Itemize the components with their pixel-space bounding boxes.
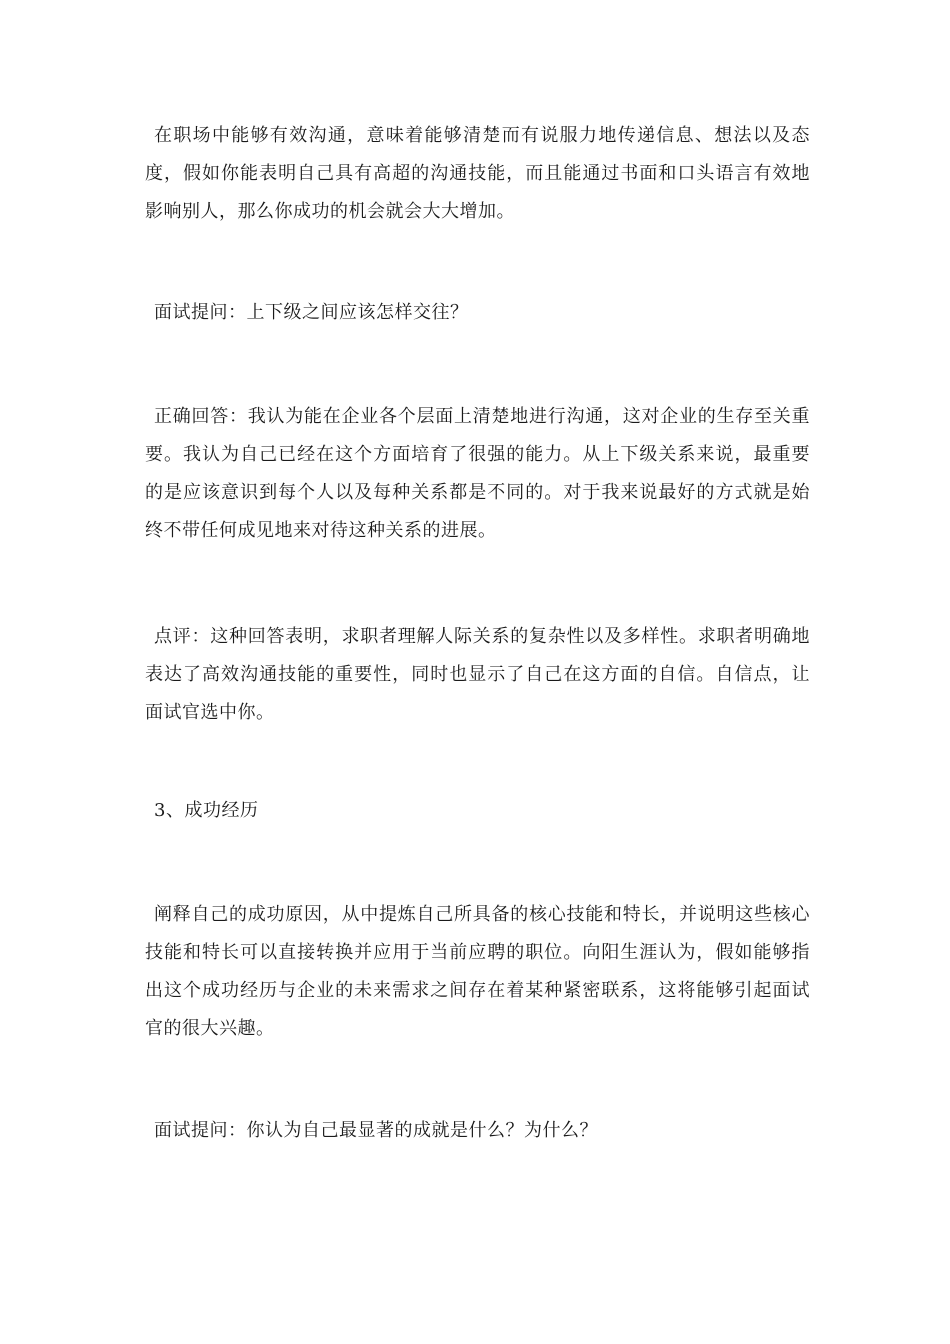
interview-question-achievement: 面试提问：你认为自己最显著的成就是什么？为什么？ [154,1120,598,1141]
paragraph-success-reasons: 阐释自己的成功原因，从中提炼自己所具备的核心技能和特长，并说明这些核心技能和特长可以直接转换并应用于当前应聘的职位。向阳生涯认为，假如能够指出这个成功经历与企业的未来需求之间存在着某种紧密联系，这将能够引起面试官的很大兴趣。 [145,904,810,1039]
paragraph-effective-communication: 在职场中能够有效沟通，意味着能够清楚而有说服力地传递信息、想法以及态度，假如你能表明自己具有高超的沟通技能，而且能通过书面和口头语言有效地影响别人，那么你成功的机会就会大大增加。 [145,125,810,222]
interview-question-superior-subordinate: 面试提问：上下级之间应该怎样交往？ [154,302,469,323]
comment-paragraph: 点评：这种回答表明，求职者理解人际关系的复杂性以及多样性。求职者明确地表达了高效沟通技能的重要性，同时也显示了自己在这方面的自信。自信点，让面试官选中你。 [145,626,810,723]
correct-answer-paragraph: 正确回答：我认为能在企业各个层面上清楚地进行沟通，这对企业的生存至关重要。我认为自己已经在这个方面培育了很强的能力。从上下级关系来说，最重要的是应该意识到每个人以及每种关系都是不同的。对于我来说最好的方式就是始终不带任何成见地来对待这种关系的进展。 [145,406,810,541]
section-heading-success-experience: 3、成功经历 [154,800,259,821]
